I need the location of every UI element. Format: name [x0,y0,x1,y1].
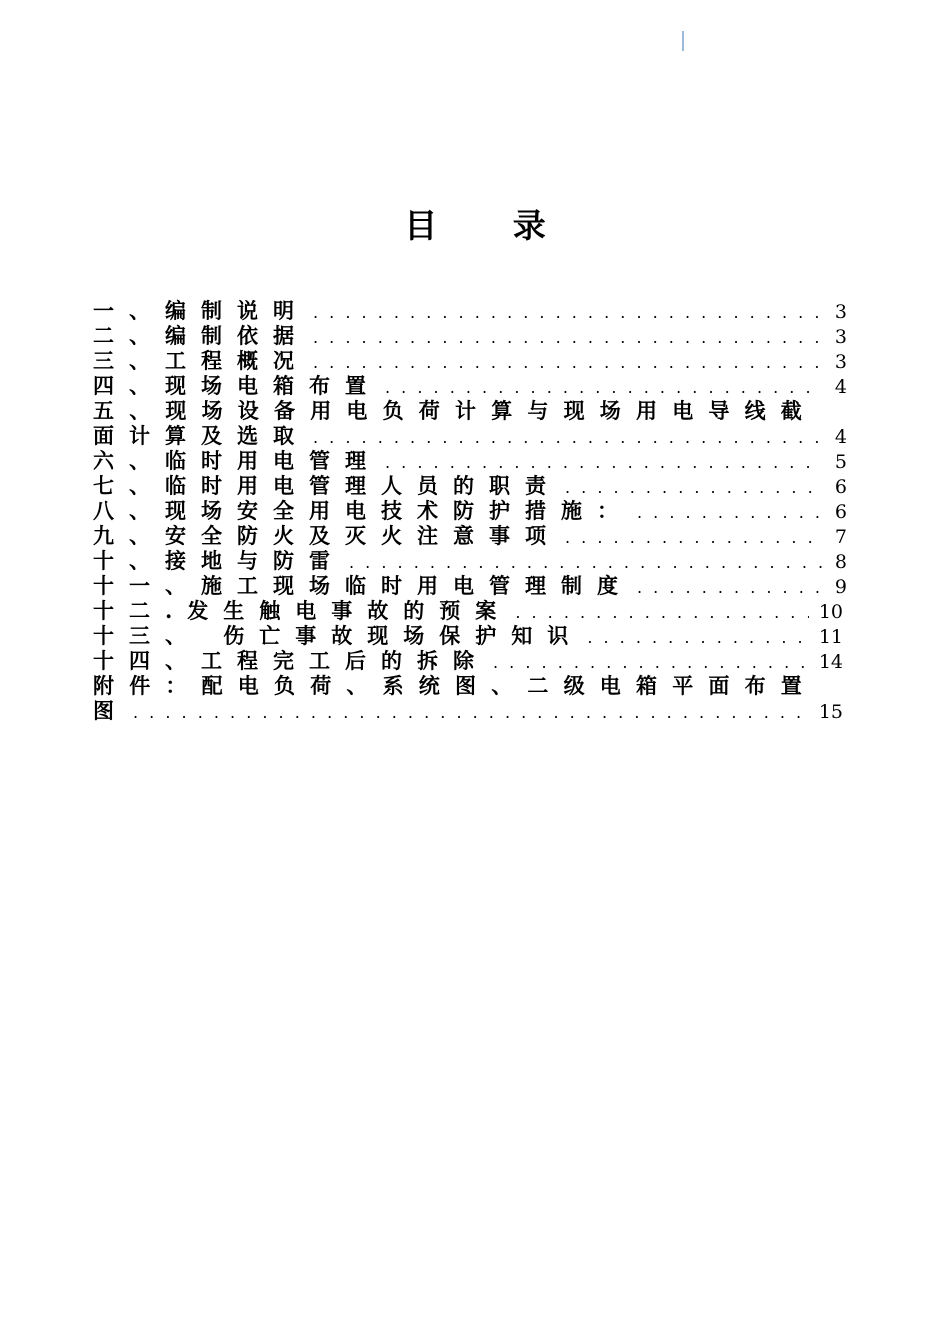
toc-entry-4[interactable] [93,373,847,398]
toc-entry-label [93,398,847,423]
toc-entry-6[interactable] [93,448,847,473]
toc-leader-dots [637,575,823,600]
toc-entry-page: 9 [834,576,847,598]
toc-entry-label: 图 [93,698,129,723]
toc-entry-label: 十、接地与防雷 [93,548,345,573]
table-of-contents [93,298,847,723]
toc-entry-label [93,673,847,698]
toc-entry-12[interactable] [93,598,847,623]
toc-leader-dots [565,525,823,550]
toc-leader-dots [313,325,823,350]
toc-entry-label: 十二.发生触电事故的预案 [93,598,512,623]
toc-entry-page: 3 [834,301,847,323]
toc-entry-page: 6 [834,501,847,523]
toc-entry-8[interactable] [93,498,847,523]
toc-entry-label: 面计算及选取 [93,423,309,448]
toc-entry-label: 九、安全防火及灭火注意事项 [93,523,561,548]
text-cursor-mark [682,31,684,51]
toc-leader-dots [313,425,823,450]
toc-entry-page: 10 [818,601,843,623]
toc-entry-label: 七、临时用电管理人员的职责 [93,473,561,498]
toc-entry-1[interactable] [93,298,847,323]
toc-entry-label-text: 五、现场设备用电负荷计算与现场用电导线截 [93,398,817,423]
toc-entry-page: 15 [818,701,843,723]
toc-entry-page: 14 [818,651,843,673]
toc-entry-14[interactable] [93,648,847,673]
toc-entry-label-text: 附件：配电负荷、系统图、二级电箱平面布置 [93,673,817,698]
toc-leader-dots [133,700,809,725]
toc-leader-dots [587,625,809,650]
toc-entry-label: 十一、施工现场临时用电管理制度 [93,573,633,598]
toc-entry-page: 3 [834,351,847,373]
toc-leader-dots [493,650,809,675]
toc-entry-2[interactable] [93,323,847,348]
toc-entry-appendix-line-1[interactable] [93,673,847,698]
toc-entry-3[interactable] [93,348,847,373]
toc-leader-dots [313,300,823,325]
toc-entry-label: 十三、 伤亡事故现场保护知识 [93,623,584,648]
toc-entry-7[interactable] [93,473,847,498]
toc-leader-dots [385,375,823,400]
toc-leader-dots [637,500,823,525]
toc-entry-label: 一、编制说明 [93,298,309,323]
toc-entry-5-line-2[interactable] [93,423,847,448]
toc-leader-dots [349,550,823,575]
toc-entry-5-line-1[interactable] [93,398,847,423]
toc-entry-page: 7 [834,526,847,548]
toc-entry-11[interactable] [93,573,847,598]
toc-entry-9[interactable] [93,523,847,548]
toc-entry-label: 十四、工程完工后的拆除 [93,648,489,673]
toc-entry-13[interactable] [93,623,847,648]
toc-entry-page: 6 [834,476,847,498]
toc-entry-page: 11 [818,626,843,648]
toc-entry-label: 三、工程概况 [93,348,309,373]
toc-entry-page: 4 [834,426,847,448]
toc-leader-dots [313,350,823,375]
toc-entry-10[interactable] [93,548,847,573]
toc-leader-dots [385,450,823,475]
toc-leader-dots [565,475,823,500]
toc-entry-label: 八、现场安全用电技术防护措施： [93,498,633,523]
toc-leader-dots [515,600,809,625]
page-title: 目 录 [404,206,578,245]
toc-entry-label: 二、编制依据 [93,323,309,348]
toc-entry-label: 四、现场电箱布置 [93,373,381,398]
toc-entry-page: 5 [834,451,847,473]
toc-entry-page: 3 [834,326,847,348]
toc-entry-page: 4 [834,376,847,398]
toc-entry-label: 六、临时用电管理 [93,448,381,473]
toc-entry-page: 8 [834,551,847,573]
toc-entry-appendix-line-2[interactable] [93,698,847,723]
